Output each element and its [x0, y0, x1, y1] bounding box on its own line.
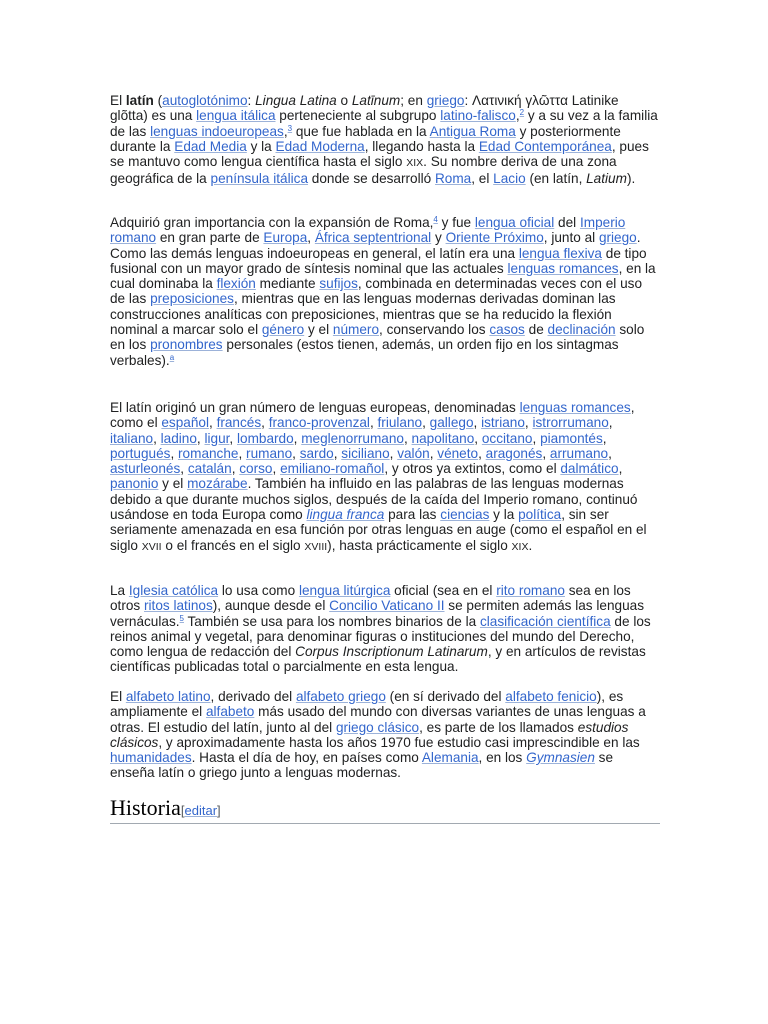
link-arrumano[interactable]: arrumano: [549, 445, 609, 461]
text-run: ,: [283, 123, 288, 139]
link-sardo[interactable]: sardo: [299, 445, 334, 461]
text-run: ,: [180, 461, 188, 477]
italic-term: Latium: [586, 171, 627, 187]
link-espanol[interactable]: español: [161, 415, 209, 431]
link-ciencias[interactable]: ciencias: [440, 507, 490, 523]
link-italiano[interactable]: italiano: [110, 430, 154, 446]
link-friulano[interactable]: friulano: [377, 415, 423, 431]
link-humanidades[interactable]: humanidades: [110, 750, 192, 766]
footnote-ref-link[interactable]: 5: [179, 613, 184, 623]
link-casos[interactable]: casos: [489, 322, 525, 338]
text-run: , y aproximadamente hasta los años 1970 fue estudio casi imprescindible en las: [158, 734, 640, 750]
italic-term: Latīnum: [351, 93, 401, 108]
text-run: ,: [261, 415, 269, 431]
text-run: . Su nombre deriva de una zona geográfica de la: [110, 154, 617, 187]
link-lengua-italica[interactable]: lengua itálica: [196, 108, 276, 124]
link-antigua-roma[interactable]: Antigua Roma: [429, 123, 516, 139]
text-run: o: [336, 93, 352, 108]
text-run: , como el: [110, 400, 635, 431]
link-istriano[interactable]: istriano: [481, 415, 525, 431]
link-edad-media[interactable]: Edad Media: [174, 138, 247, 154]
text-run: . Como las demás lenguas indoeuropeas en general, el latín era una: [110, 230, 641, 261]
text-run: ,: [422, 415, 430, 431]
century-numeral: XVII: [141, 540, 162, 553]
text-run: perteneciente al subgrupo: [275, 108, 441, 124]
text-run: , en los: [478, 750, 527, 766]
text-run: (: [153, 93, 163, 108]
text-run: ,: [209, 415, 217, 431]
text-run: El latín originó un gran número de lenguas europeas, denominadas: [110, 400, 520, 415]
text-run: ,: [602, 430, 607, 446]
text-run: se enseña latín o griego junto a lenguas modernas.: [110, 750, 614, 781]
text-run: ,: [524, 415, 533, 431]
text-run: ,: [478, 445, 486, 461]
link-alemania[interactable]: Alemania: [421, 750, 479, 766]
text-run: :: [247, 93, 256, 108]
text-run: personales (estos tienen, además, un orden fijo en los sintagmas verbales).: [110, 337, 619, 368]
link-rito-romano[interactable]: rito romano: [496, 583, 565, 598]
text-run: ,: [170, 445, 179, 461]
text-run: . También ha influido en las palabras de las lenguas modernas debido a que durante muchos siglos, después de la caída del Imperio romano, continuó usándose en toda Europa como: [110, 476, 638, 523]
link-siciliano[interactable]: siciliano: [341, 445, 390, 461]
link-piamontes[interactable]: piamontés: [540, 430, 603, 446]
text-run: ,: [196, 430, 205, 446]
text-run: ,: [515, 108, 520, 124]
link-panonio[interactable]: panonio: [110, 476, 159, 492]
text-run: ,: [307, 230, 315, 246]
text-run: que fue hablada en la: [292, 123, 430, 139]
paragraph-church-usage: [110, 583, 660, 675]
link-ladino[interactable]: ladino: [160, 430, 197, 446]
text-run: ,: [474, 430, 482, 446]
text-run: de tipo fusional con un mayor grado de síntesis nominal que las actuales: [110, 245, 647, 276]
edit-section-group: [181, 803, 221, 818]
link-occitano[interactable]: occitano: [481, 430, 533, 446]
text-run: donde se desarrolló: [308, 171, 435, 187]
text-run: ), es ampliamente el: [110, 689, 624, 720]
link-alfabeto-griego[interactable]: alfabeto griego: [295, 689, 386, 704]
bold-term: latín: [125, 93, 154, 108]
link-lenguas-romances[interactable]: lenguas romances: [519, 400, 631, 415]
text-run: y el: [304, 322, 333, 338]
link-ritos-latinos[interactable]: ritos latinos: [144, 598, 213, 614]
edit-bracket-open: [: [180, 803, 185, 818]
text-run: y el: [158, 476, 188, 492]
link-lengua-liturgica[interactable]: lengua litúrgica: [298, 583, 391, 598]
text-run: ,: [532, 430, 541, 446]
text-run: , en la cual dominaba la: [110, 260, 656, 292]
paragraph-alphabet: [110, 689, 660, 781]
section-title: Historia: [110, 795, 181, 820]
link-lengua-flexiva[interactable]: lengua flexiva: [518, 245, 602, 261]
link-roma[interactable]: Roma: [434, 171, 472, 187]
link-alfabeto-fenicio[interactable]: alfabeto fenicio: [505, 689, 597, 704]
text-run: y la: [489, 507, 519, 523]
text-run: lo usa como: [218, 583, 299, 598]
text-run: mediante: [255, 276, 320, 292]
link-flexion[interactable]: flexión: [216, 276, 256, 292]
text-run: para las: [384, 507, 441, 523]
text-run: ,: [429, 445, 438, 461]
link-numero[interactable]: número: [332, 322, 380, 338]
text-run: de: [524, 322, 548, 338]
text-run: ).: [626, 171, 636, 187]
text-run: ,: [608, 445, 612, 461]
link-africa-septentrional[interactable]: África septentrional: [314, 230, 432, 246]
footnote-ref-link[interactable]: 4: [433, 215, 438, 224]
link-romanche[interactable]: romanche: [178, 445, 239, 461]
text-run: : Λατινική γλῶττα Latinike glõtta) es una: [110, 93, 619, 124]
link-rumano[interactable]: rumano: [246, 445, 293, 461]
footnote-ref-link[interactable]: 2: [519, 108, 525, 118]
link-pronombres[interactable]: pronombres: [150, 337, 223, 353]
link-genero[interactable]: género: [261, 322, 305, 338]
text-run: ,: [272, 461, 281, 477]
link-imperio-romano[interactable]: Imperio romano: [110, 215, 626, 246]
text-run: oficial (sea en el: [390, 583, 497, 598]
link-aragones[interactable]: aragonés: [485, 445, 543, 461]
text-run: más usado del mundo con diversas variantes de unas lenguas a otras. El estudio del latín, junto al del: [110, 704, 646, 735]
link-valon[interactable]: valón: [397, 445, 430, 461]
link-istrorrumano[interactable]: istrorrumano: [532, 415, 609, 431]
section-heading-historia: [110, 795, 660, 824]
text-run: y: [431, 230, 446, 246]
text-run: ,: [229, 430, 237, 446]
text-run: , y en artículos de revistas científicas publicadas total o parcialmente en esta lengua.: [110, 644, 646, 675]
text-run: del: [554, 215, 580, 230]
link-declinacion[interactable]: declinación: [547, 322, 616, 338]
text-run: y posteriormente durante la: [110, 123, 621, 154]
paragraph-intro: [110, 93, 660, 187]
text-run: ,: [238, 445, 247, 461]
link-preposiciones[interactable]: preposiciones: [150, 291, 234, 307]
text-run: , pues se mantuvo como lengua científica hasta el siglo: [110, 138, 649, 170]
link-alfabeto-latino[interactable]: alfabeto latino: [125, 689, 211, 704]
text-run: , sin ser seriamente amenazada en esa función por otras lenguas en auge (como el español en el siglo: [110, 507, 647, 553]
text-run: ), aunque desde el: [212, 598, 330, 614]
italic-term: estudios clásicos: [110, 719, 629, 750]
text-run: ,: [231, 461, 240, 477]
italic-term: Lingua Latina: [255, 93, 337, 108]
link-napolitano[interactable]: napolitano: [411, 430, 475, 446]
link-clasificacion-cientifica[interactable]: clasificación científica: [479, 613, 611, 629]
link-lenguas-indoeuropeas[interactable]: lenguas indoeuropeas: [150, 123, 284, 139]
italic-term: Corpus Inscriptionum Latinarum: [295, 644, 488, 660]
link-franco-provenzal[interactable]: franco-provenzal: [268, 415, 370, 431]
link-edad-contemporanea[interactable]: Edad Contemporánea: [478, 138, 612, 154]
text-run: , llegando hasta la: [364, 138, 479, 154]
link-edad-moderna[interactable]: Edad Moderna: [275, 138, 365, 154]
text-run: ; en: [400, 93, 427, 108]
link-mozarabe[interactable]: mozárabe: [187, 476, 248, 492]
text-run: ,: [369, 415, 378, 431]
link-griego[interactable]: griego: [598, 230, 637, 246]
link-veneto[interactable]: véneto: [437, 445, 479, 461]
footnote-ref-link[interactable]: a: [169, 352, 175, 362]
link-asturleones[interactable]: asturleonés: [110, 461, 181, 477]
link-portugues[interactable]: portugués: [110, 445, 171, 461]
footnote-ref: [170, 353, 174, 362]
link-concilio-vaticano-ii[interactable]: Concilio Vaticano II: [329, 598, 445, 614]
text-run: ,: [293, 430, 302, 446]
text-run: La: [110, 583, 129, 598]
link-ligur[interactable]: ligur: [204, 430, 230, 446]
link-latino-falisco[interactable]: latino-falisco: [440, 108, 516, 124]
link-lacio[interactable]: Lacio: [493, 171, 526, 187]
text-run: Adquirió gran importancia con la expansión de Roma,: [110, 215, 434, 230]
link-iglesia-catolica[interactable]: Iglesia católica: [128, 583, 219, 598]
link-meglenorrumano[interactable]: meglenorrumano: [301, 430, 404, 446]
text-run: , junto al: [543, 230, 599, 246]
link-corso[interactable]: corso: [239, 461, 273, 477]
text-run: sea en los otros: [110, 583, 631, 614]
text-run: ,: [473, 415, 482, 431]
link-europa[interactable]: Europa: [263, 230, 308, 246]
link-autoglotonimo[interactable]: autoglotónimo: [162, 93, 248, 108]
edit-bracket-close: ]: [217, 803, 221, 818]
link-catalan[interactable]: catalán: [187, 461, 232, 477]
text-run: ,: [542, 445, 550, 461]
text-run: , y otros ya extintos, como el: [384, 461, 561, 477]
century-numeral: XVIII: [304, 540, 328, 553]
link-gymnasien[interactable]: Gymnasien: [526, 750, 595, 766]
text-run: , derivado del: [210, 689, 296, 704]
text-run: solo en los: [110, 322, 645, 353]
text-run: .: [528, 537, 533, 553]
text-run: , es parte de los llamados: [419, 719, 578, 735]
link-alfabeto[interactable]: alfabeto: [205, 704, 255, 720]
text-run: , conservando los: [379, 322, 490, 338]
link-gallego[interactable]: gallego: [429, 415, 474, 431]
edit-section-link[interactable]: editar: [184, 803, 218, 818]
text-run: ,: [292, 445, 300, 461]
link-griego-clasico[interactable]: griego clásico: [335, 719, 420, 735]
text-run: ,: [389, 445, 398, 461]
link-griego[interactable]: griego: [426, 93, 465, 108]
text-run: (en latín,: [525, 171, 587, 187]
text-run: se permiten además las lenguas vernáculas.: [110, 598, 645, 629]
text-run: de los reinos animal y vegetal, para denominar figuras o instituciones del mundo del Derecho, como lengua de redacción del: [110, 613, 651, 660]
link-frances[interactable]: francés: [216, 415, 262, 431]
paragraph-romance-languages: [110, 400, 660, 555]
text-run: También se usa para los nombres binarios de la: [183, 613, 480, 629]
text-run: en gran parte de: [156, 230, 264, 246]
text-run: El: [110, 689, 126, 704]
text-run: (en sí derivado del: [385, 689, 506, 704]
text-run: ,: [618, 461, 623, 477]
text-run: ,: [403, 430, 412, 446]
century-numeral: XIX: [511, 540, 529, 553]
text-run: , combinada en determinadas veces con el uso de las: [110, 276, 643, 307]
link-lingua-franca[interactable]: lingua franca: [306, 507, 385, 523]
text-run: ,: [153, 430, 161, 446]
text-run: , el: [471, 171, 494, 187]
text-run: ,: [608, 415, 613, 431]
text-run: ), hasta prácticamente el siglo: [327, 537, 512, 553]
text-run: . Hasta el día de hoy, en países como: [191, 750, 422, 766]
century-numeral: XIX: [406, 157, 424, 170]
footnote-ref-link[interactable]: 3: [287, 123, 293, 133]
link-peninsula-italica[interactable]: península itálica: [210, 171, 309, 187]
link-emiliano-romanol[interactable]: emiliano-romañol: [280, 461, 385, 477]
link-dalmatico[interactable]: dalmático: [560, 461, 619, 477]
link-lenguas-romances[interactable]: lenguas romances: [507, 260, 619, 276]
text-run: o el francés en el siglo: [161, 537, 305, 553]
link-lengua-oficial[interactable]: lengua oficial: [474, 215, 555, 230]
link-sufijos[interactable]: sufijos: [319, 276, 358, 292]
link-lombardo[interactable]: lombardo: [236, 430, 294, 446]
link-politica[interactable]: política: [518, 507, 562, 523]
text-run: ,: [333, 445, 342, 461]
text-run: y fue: [437, 215, 475, 230]
text-run: y a su vez a la familia de las: [110, 108, 658, 139]
text-run: , mientras que en las lenguas modernas derivadas dominan las construcciones analíticas con preposiciones, mientras que se ha reducido la flexión nominal a marcar solo el: [110, 291, 616, 338]
text-run: El: [110, 93, 126, 108]
link-oriente-proximo[interactable]: Oriente Próximo: [445, 230, 544, 246]
text-run: y la: [246, 138, 276, 154]
paragraph-expansion: [110, 215, 660, 368]
